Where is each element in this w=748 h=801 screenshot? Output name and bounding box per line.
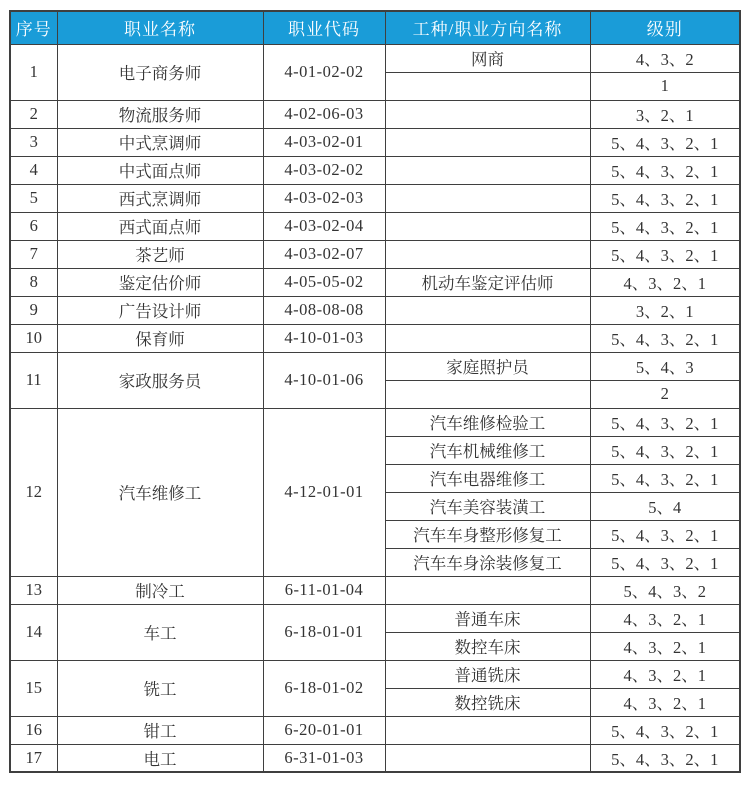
occupation-name-cell: 广告设计师 [57,296,263,324]
occupation-code-cell: 4-01-02-02 [263,44,385,100]
seq-cell: 7 [10,240,57,268]
seq-cell: 11 [10,352,57,408]
occupation-code-cell: 4-02-06-03 [263,100,385,128]
header-levels: 级别 [590,11,740,44]
seq-cell: 6 [10,212,57,240]
levels-cell: 5、4、3、2、1 [590,548,740,576]
worktype-cell: 汽车维修检验工 [385,408,590,436]
worktype-cell: 数控车床 [385,632,590,660]
seq-cell: 17 [10,744,57,772]
table-row [10,296,740,324]
table-row [10,212,740,240]
levels-cell: 3、2、1 [590,100,740,128]
occupation-code-cell: 6-18-01-02 [263,660,385,716]
worktype-cell: 机动车鉴定评估师 [385,268,590,296]
occupation-name-cell: 电工 [57,744,263,772]
occupation-name-cell: 钳工 [57,716,263,744]
table-row [10,324,740,352]
header-row [10,11,740,44]
table-row [10,352,740,380]
levels-cell: 1 [590,72,740,100]
occupation-table [9,10,741,773]
occupation-code-cell: 4-08-08-08 [263,296,385,324]
seq-cell: 3 [10,128,57,156]
table-row [10,660,740,688]
worktype-cell [385,156,590,184]
occupation-name-cell: 车工 [57,604,263,660]
levels-cell: 2 [590,380,740,408]
occupation-name-cell: 西式面点师 [57,212,263,240]
levels-cell: 5、4、3、2、1 [590,464,740,492]
levels-cell: 5、4、3、2、1 [590,156,740,184]
worktype-cell [385,72,590,100]
seq-cell: 14 [10,604,57,660]
table-row [10,604,740,632]
occupation-name-cell: 茶艺师 [57,240,263,268]
levels-cell: 5、4、3、2、1 [590,436,740,464]
table-row [10,716,740,744]
levels-cell: 4、3、2、1 [590,604,740,632]
levels-cell: 5、4、3、2、1 [590,520,740,548]
occupation-code-cell: 6-31-01-03 [263,744,385,772]
occupation-name-cell: 鉴定估价师 [57,268,263,296]
occupation-code-cell: 4-03-02-03 [263,184,385,212]
worktype-cell [385,296,590,324]
levels-cell: 5、4、3、2、1 [590,212,740,240]
occupation-code-cell: 6-18-01-01 [263,604,385,660]
worktype-cell: 普通车床 [385,604,590,632]
worktype-cell [385,100,590,128]
seq-cell: 5 [10,184,57,212]
levels-cell: 4、3、2、1 [590,688,740,716]
header-name: 职业名称 [57,11,263,44]
header-worktype: 工种/职业方向名称 [385,11,590,44]
occupation-code-cell: 4-05-05-02 [263,268,385,296]
levels-cell: 4、3、2、1 [590,660,740,688]
worktype-cell: 汽车车身整形修复工 [385,520,590,548]
levels-cell: 5、4、3、2、1 [590,184,740,212]
table-row [10,184,740,212]
seq-cell: 13 [10,576,57,604]
table-row [10,408,740,436]
levels-cell: 5、4、3、2、1 [590,744,740,772]
occupation-name-cell: 中式烹调师 [57,128,263,156]
levels-cell: 5、4、3、2、1 [590,716,740,744]
levels-cell: 5、4、3、2、1 [590,240,740,268]
worktype-cell: 数控铣床 [385,688,590,716]
worktype-cell: 家庭照护员 [385,352,590,380]
table-row [10,100,740,128]
occupation-name-cell: 制冷工 [57,576,263,604]
worktype-cell: 网商 [385,44,590,72]
occupation-code-cell: 4-10-01-06 [263,352,385,408]
seq-cell: 1 [10,44,57,100]
table-row [10,156,740,184]
header-seq: 序号 [10,11,57,44]
occupation-name-cell: 物流服务师 [57,100,263,128]
occupation-table-body [10,44,740,772]
occupation-code-cell: 6-11-01-04 [263,576,385,604]
table-row [10,744,740,772]
occupation-code-cell: 4-03-02-02 [263,156,385,184]
worktype-cell [385,240,590,268]
occupation-code-cell: 4-03-02-01 [263,128,385,156]
occupation-code-cell: 4-03-02-04 [263,212,385,240]
seq-cell: 2 [10,100,57,128]
levels-cell: 5、4 [590,492,740,520]
table-row [10,44,740,72]
seq-cell: 10 [10,324,57,352]
worktype-cell [385,744,590,772]
table-row [10,576,740,604]
worktype-cell [385,128,590,156]
worktype-cell [385,324,590,352]
worktype-cell: 汽车电器维修工 [385,464,590,492]
occupation-name-cell: 汽车维修工 [57,408,263,576]
occupation-code-cell: 6-20-01-01 [263,716,385,744]
worktype-cell: 普通铣床 [385,660,590,688]
occupation-code-cell: 4-12-01-01 [263,408,385,576]
table-row [10,268,740,296]
levels-cell: 4、3、2 [590,44,740,72]
table-row [10,240,740,268]
worktype-cell: 汽车车身涂装修复工 [385,548,590,576]
worktype-cell [385,716,590,744]
levels-cell: 4、3、2、1 [590,632,740,660]
worktype-cell: 汽车美容装潢工 [385,492,590,520]
occupation-name-cell: 保育师 [57,324,263,352]
seq-cell: 9 [10,296,57,324]
levels-cell: 5、4、3 [590,352,740,380]
header-code: 职业代码 [263,11,385,44]
occupation-name-cell: 电子商务师 [57,44,263,100]
levels-cell: 5、4、3、2、1 [590,408,740,436]
table-row [10,128,740,156]
seq-cell: 16 [10,716,57,744]
seq-cell: 15 [10,660,57,716]
levels-cell: 5、4、3、2 [590,576,740,604]
seq-cell: 12 [10,408,57,576]
levels-cell: 3、2、1 [590,296,740,324]
levels-cell: 4、3、2、1 [590,268,740,296]
occupation-name-cell: 家政服务员 [57,352,263,408]
occupation-name-cell: 铣工 [57,660,263,716]
seq-cell: 8 [10,268,57,296]
occupation-name-cell: 西式烹调师 [57,184,263,212]
levels-cell: 5、4、3、2、1 [590,128,740,156]
worktype-cell [385,576,590,604]
table-header [10,11,740,44]
occupation-code-cell: 4-03-02-07 [263,240,385,268]
occupation-code-cell: 4-10-01-03 [263,324,385,352]
worktype-cell [385,212,590,240]
worktype-cell: 汽车机械维修工 [385,436,590,464]
occupation-name-cell: 中式面点师 [57,156,263,184]
seq-cell: 4 [10,156,57,184]
levels-cell: 5、4、3、2、1 [590,324,740,352]
worktype-cell [385,184,590,212]
worktype-cell [385,380,590,408]
